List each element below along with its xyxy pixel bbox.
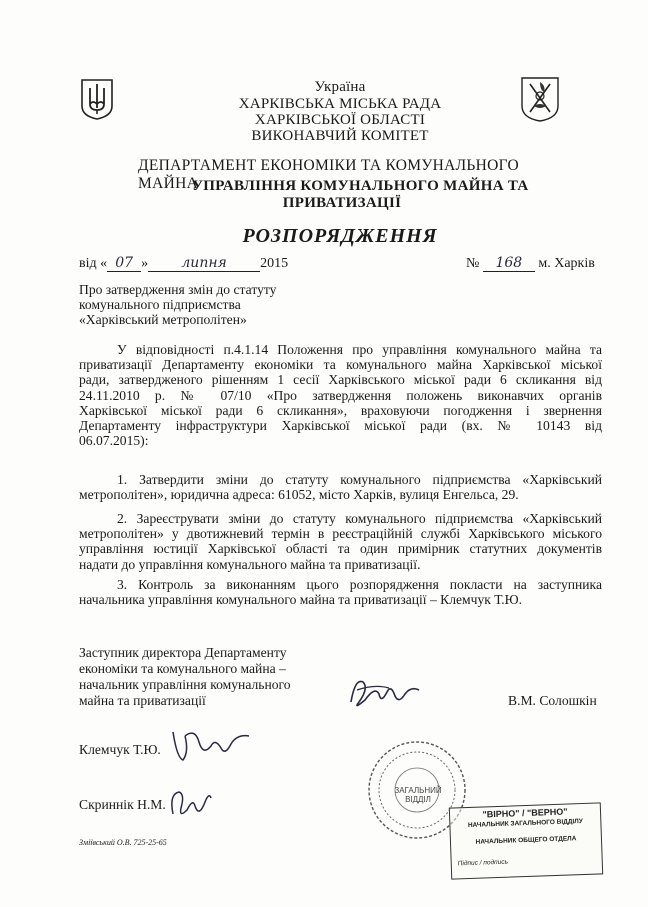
order-item-2 xyxy=(79,511,602,572)
subject-line: Про затвердження змін до статуту xyxy=(79,282,277,297)
item-line: 1. Затвердити зміни до статуту комунального підприємства «Харківський xyxy=(117,472,602,487)
preamble-line: ради, затвердженого рішенням 1 сесії Харківського міської ради 6 скликання від xyxy=(79,372,602,388)
signatory-title-line: економіки та комунального майна – xyxy=(79,661,286,676)
date-line xyxy=(79,255,288,272)
item-line: 3. Контроль за виконанням цього розпорядження покласти на заступника xyxy=(117,577,602,592)
approver-1: Клемчук Т.Ю. xyxy=(79,742,161,757)
round-stamp-text: ЗАГАЛЬНИЙ ВІДДІЛ xyxy=(394,786,442,804)
department-name: ДЕПАРТАМЕНТ ЕКОНОМІКИ ТА КОМУНАЛЬНОГО МАЙНА xyxy=(138,157,519,192)
preamble xyxy=(79,342,602,448)
item-line: метрополітен», юридична адреса: 61052, місто Харків, вулиця Енгельса, 29. xyxy=(79,487,519,503)
preamble-line: Харківської міської ради 6 скликання», враховуючи погодження і звернення xyxy=(79,402,602,418)
order-item-1 xyxy=(79,472,602,502)
item-line: 2. Зареєструвати зміни до статуту комунального підприємства «Харківський xyxy=(117,511,602,526)
kharkiv-coat-of-arms-icon xyxy=(520,76,560,122)
document-number: 168 xyxy=(483,255,535,272)
item-line: управління юстиції Харківської області та один примірник статутних документів xyxy=(79,541,602,557)
preamble-line: У відповідності п.4.1.14 Положення про управління комунального майна та xyxy=(117,342,602,357)
item-line: метрополітен» у двотижневий термін в реєстраційній службі Харківського міського xyxy=(79,526,602,542)
document-type: РОЗПОРЯДЖЕННЯ xyxy=(242,225,438,247)
place: м. Харків xyxy=(538,256,595,271)
subject-block xyxy=(79,282,276,328)
item-line: начальника управління комунального майна та приватизації – Клемчук Т.Ю. xyxy=(79,592,522,608)
date-prefix: від « xyxy=(79,256,108,271)
certify-line-1: "ВІРНО" / "ВЕРНО" xyxy=(482,806,568,820)
preamble-line: 24.11.2010 р. № 07/10 «Про затвердження положень виконавчих органів xyxy=(79,387,602,403)
subject-line: «Харківський метрополітен» xyxy=(79,312,247,328)
signatory-title-line: Заступник директора Департаменту xyxy=(79,645,287,660)
unit-name-line2: ПРИВАТИЗАЦІЇ xyxy=(282,195,402,211)
approver-2: Скриннік Н.М. xyxy=(79,797,166,812)
subject-line: комунального підприємства xyxy=(79,297,241,313)
approver-2-signature-mark xyxy=(165,784,215,824)
date-month: липня xyxy=(148,255,260,272)
signatory-name: В.М. Солошкін xyxy=(508,693,597,708)
date-day: 07 xyxy=(107,255,141,272)
preamble-line: Департаменту інфраструктури Харківської міської ради (вх. № 10143 від xyxy=(79,418,602,434)
certify-line-2: НАЧАЛЬНИК ЗАГАЛЬНОГО ВІДДІЛУ xyxy=(467,818,583,830)
country-name: Україна xyxy=(314,79,366,95)
signature-mark xyxy=(345,672,425,714)
council-region: ХАРКІВСЬКОЇ ОБЛАСТІ xyxy=(254,112,426,128)
executor-note: Зміївський О.В. 725-25-65 xyxy=(79,838,167,847)
signatory-title xyxy=(79,645,291,709)
certify-sign-label: Підпис / подпись xyxy=(457,858,509,868)
executive-committee: ВИКОНАВЧИЙ КОМІТЕТ xyxy=(251,128,429,144)
date-mid: » xyxy=(141,256,149,271)
unit-name-line1: УПРАВЛІННЯ КОМУНАЛЬНОГО МАЙНА ТА xyxy=(192,178,529,194)
order-item-3 xyxy=(79,577,602,607)
certify-stamp xyxy=(449,802,603,879)
approver-1-signature-mark xyxy=(165,722,255,766)
preamble-line: приватизації Департаменту економіки та комунального майна Харківської міської xyxy=(79,357,602,373)
council-name: ХАРКІВСЬКА МІСЬКА РАДА xyxy=(238,96,442,112)
certify-line-3: НАЧАЛЬНИК ОБЩЕГО ОТДЕЛА xyxy=(475,835,577,846)
signatory-title-line: майна та приватизації xyxy=(79,693,206,708)
item-line: надати до управління комунального майна та приватизації. xyxy=(79,556,421,572)
number-line xyxy=(466,255,595,272)
preamble-line: 06.07.2015): xyxy=(79,433,149,449)
date-year: 2015 xyxy=(260,256,289,271)
number-label: № xyxy=(466,256,480,271)
signatory-title-line: начальник управління комунального xyxy=(79,677,291,692)
ukraine-coat-of-arms-icon xyxy=(80,78,114,120)
